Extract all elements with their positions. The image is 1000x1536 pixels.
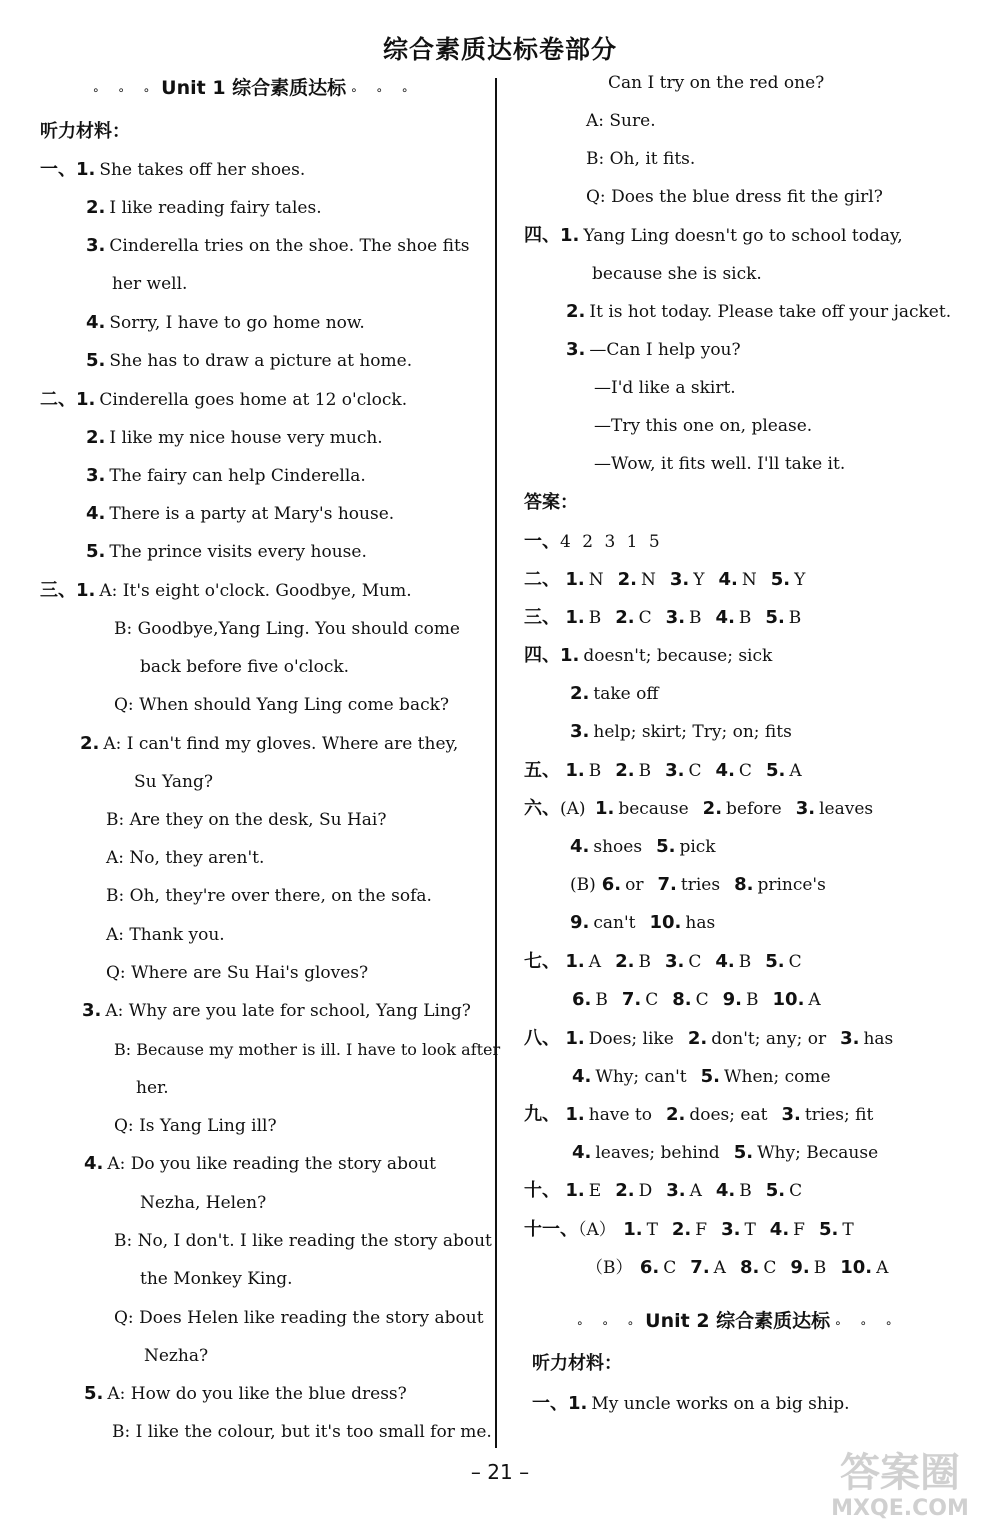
dialogue-line: Nezha, Helen?	[140, 1193, 267, 1213]
answer-row: 4. Why; can't 5. When; come	[572, 1066, 831, 1087]
answer-row: 四、1. doesn't; because; sick	[524, 645, 773, 666]
list-item: 4. There is a party at Mary's house.	[86, 503, 395, 524]
section-label: 九、	[524, 1104, 560, 1125]
listening-heading: 听力材料：	[40, 121, 130, 142]
dialogue-line: —Try this one on, please.	[594, 416, 813, 436]
dialogue-line: A: No, they aren't.	[106, 848, 265, 868]
list-item: 5. A: How do you like the blue dress?	[84, 1383, 407, 1404]
list-item: 3. Cinderella tries on the shoe. The shoe fits	[86, 235, 470, 256]
dialogue-line: Q: Is Yang Ling ill?	[114, 1116, 277, 1136]
unit1-header-text: Unit 1 综合素质达标	[161, 77, 347, 99]
list-item: 5. The prince visits every house.	[86, 541, 367, 562]
list-item: 3. A: Why are you late for school, Yang Ling?	[82, 1000, 471, 1021]
section-label: 二、	[40, 389, 76, 410]
list-item: 3. —Can I help you?	[566, 339, 741, 360]
section-label: 八、	[524, 1028, 560, 1049]
section-label: 一、	[524, 531, 560, 552]
answer-row: 3. help; skirt; Try; on; fits	[570, 721, 792, 742]
section-label: 十、	[524, 1180, 560, 1201]
list-item: 二、1. Cinderella goes home at 12 o'clock.	[40, 389, 408, 410]
listening-heading: 听力材料：	[532, 1353, 622, 1374]
unit2-header-text: Unit 2 综合素质达标	[645, 1310, 831, 1332]
answer-row: 五、 1. B 2. B 3. C 4. C 5. A	[524, 760, 802, 781]
dialogue-line: B: Oh, it fits.	[586, 149, 696, 169]
watermark-url: MXQE.COM	[831, 1496, 969, 1521]
section-label: 六、	[524, 798, 560, 819]
dialogue-line: Nezha?	[144, 1346, 209, 1366]
answers-heading: 答案：	[524, 492, 578, 513]
list-item: 一、1. She takes off her shoes.	[40, 159, 306, 180]
answer-row: 9. can't 10. has	[570, 912, 716, 933]
column-divider	[495, 78, 497, 1448]
dialogue-line: B: Because my mother is ill. I have to look after	[114, 1040, 501, 1059]
list-item: 5. She has to draw a picture at home.	[86, 350, 413, 371]
answer-row: 4. shoes 5. pick	[570, 836, 716, 857]
dialogue-line: B: Are they on the desk, Su Hai?	[106, 810, 387, 830]
section-label: 七、	[524, 951, 560, 972]
answer-row: 6. B 7. C 8. C 9. B 10. A	[572, 989, 821, 1010]
answer-row: 九、 1. have to 2. does; eat 3. tries; fit	[524, 1104, 874, 1125]
dialogue-line: back before five o'clock.	[140, 657, 350, 677]
list-item: 2. A: I can't find my gloves. Where are they,	[80, 733, 459, 754]
answer-row: 十、 1. E 2. D 3. A 4. B 5. C	[524, 1180, 803, 1201]
answer-row: (B) 6. or 7. tries 8. prince's	[570, 874, 826, 895]
list-item: 4. A: Do you like reading the story about	[84, 1153, 436, 1174]
dialogue-line: A: Sure.	[586, 111, 656, 131]
list-item: 2. I like reading fairy tales.	[86, 197, 322, 218]
decorative-dots: ∘ ∘ ∘	[350, 83, 416, 97]
decorative-dots: ∘ ∘ ∘	[834, 1316, 900, 1330]
dialogue-line: —Wow, it fits well. I'll take it.	[594, 454, 846, 474]
dialogue-line: B: No, I don't. I like reading the story about	[114, 1231, 492, 1251]
list-item: 三、1. A: It's eight o'clock. Goodbye, Mum.	[40, 580, 412, 601]
dialogue-line: B: I like the colour, but it's too small for me.	[112, 1422, 492, 1442]
unit2-header	[572, 1306, 903, 1333]
section-label: 二、	[524, 569, 560, 590]
answer-row: 二、 1. N 2. N 3. Y 4. N 5. Y	[524, 569, 806, 590]
dialogue-line: —I'd like a skirt.	[594, 378, 736, 398]
section-label: 四、	[524, 645, 560, 666]
section-label: 十一、	[524, 1219, 578, 1240]
answer-row: 十一、（A） 1. T 2. F 3. T 4. F 5. T	[524, 1219, 854, 1240]
dialogue-line: the Monkey King.	[140, 1269, 293, 1289]
list-item-cont: her well.	[112, 274, 188, 294]
answer-row: 一、4 2 3 1 5	[524, 531, 663, 552]
list-item: 2. I like my nice house very much.	[86, 427, 383, 448]
unit1-header	[88, 73, 419, 100]
decorative-dots: ∘ ∘ ∘	[92, 83, 158, 97]
answer-row: 4. leaves; behind 5. Why; Because	[572, 1142, 879, 1163]
answer-row: 2. take off	[570, 683, 659, 704]
list-item: 4. Sorry, I have to go home now.	[86, 312, 365, 333]
section-label: 五、	[524, 760, 560, 781]
list-item: 2. It is hot today. Please take off your jacket.	[566, 301, 952, 322]
section-label: 三、	[524, 607, 560, 628]
dialogue-line: her.	[136, 1078, 169, 1098]
section-label: 一、	[40, 159, 76, 180]
list-item: 四、1. Yang Ling doesn't go to school today,	[524, 225, 903, 246]
section-label: 一、	[532, 1393, 568, 1414]
page-title: 综合素质达标卷部分	[382, 35, 617, 64]
dialogue-line: Q: When should Yang Ling come back?	[114, 695, 450, 715]
watermark-logo	[810, 1450, 990, 1530]
dialogue-line: B: Oh, they're over there, on the sofa.	[106, 886, 432, 906]
answer-row: 三、 1. B 2. C 3. B 4. B 5. B	[524, 607, 802, 628]
decorative-dots: ∘ ∘ ∘	[576, 1316, 642, 1330]
watermark-text: 答案圈	[840, 1450, 960, 1496]
dialogue-line: Q: Where are Su Hai's gloves?	[106, 963, 369, 983]
dialogue-line: Can I try on the red one?	[608, 73, 825, 93]
dialogue-line: A: Thank you.	[106, 925, 225, 945]
list-item: 3. The fairy can help Cinderella.	[86, 465, 366, 486]
answer-row: 六、(A) 1. because 2. before 3. leaves	[524, 798, 874, 819]
page-number: – 21 –	[470, 1460, 530, 1484]
section-label: 三、	[40, 580, 76, 601]
list-item: 一、1. My uncle works on a big ship.	[532, 1393, 850, 1414]
list-item-cont: because she is sick.	[592, 264, 762, 284]
dialogue-line: Su Yang?	[134, 772, 213, 792]
dialogue-line: Q: Does Helen like reading the story about	[114, 1308, 484, 1328]
answer-row: 八、 1. Does; like 2. don't; any; or 3. has	[524, 1028, 894, 1049]
answer-row: 七、 1. A 2. B 3. C 4. B 5. C	[524, 951, 802, 972]
answer-row: （B） 6. C 7. A 8. C 9. B 10. A	[586, 1257, 889, 1278]
dialogue-line: Q: Does the blue dress fit the girl?	[586, 187, 883, 207]
dialogue-line: B: Goodbye,Yang Ling. You should come	[114, 619, 460, 639]
section-label: 四、	[524, 225, 560, 246]
